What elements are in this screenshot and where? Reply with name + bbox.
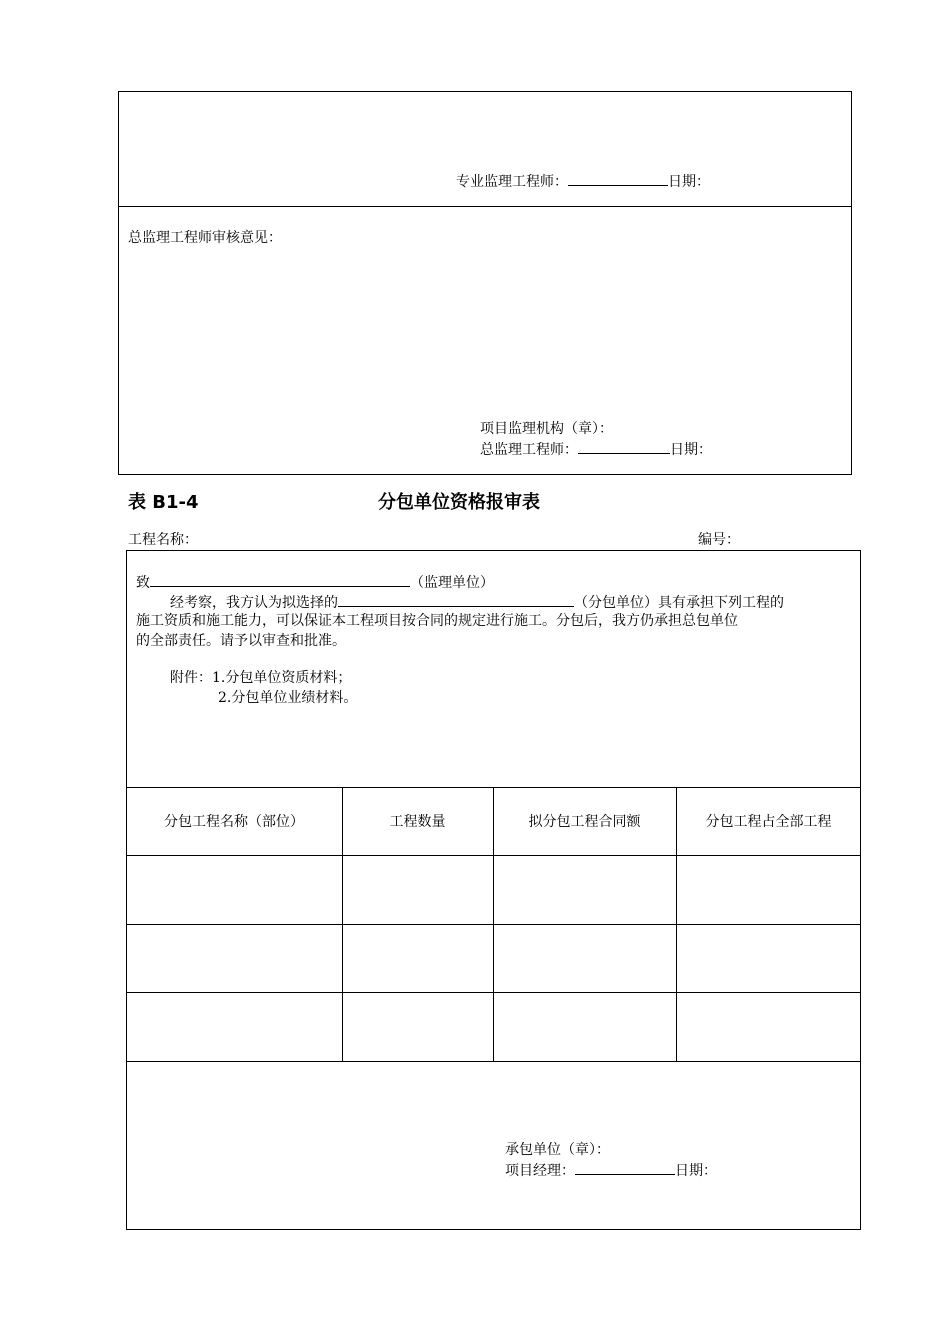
table-cell[interactable] (677, 993, 860, 1060)
table-bottom-line (126, 1061, 861, 1062)
number-label: 编号： (698, 532, 740, 548)
header-quantity: 工程数量 (389, 814, 446, 830)
table-cell[interactable] (677, 925, 860, 991)
chief-opinion-label: 总监理工程师审核意见： (128, 230, 282, 246)
header-contract-amount: 拟分包工程合同额 (528, 814, 641, 830)
attachment-2: 2.分包单位业绩材料。 (218, 690, 358, 706)
table-cell[interactable] (343, 925, 492, 991)
header-percentage: 分包工程占全部工程 (705, 814, 832, 830)
project-name-label: 工程名称： (128, 532, 198, 548)
chief-engineer-blank[interactable] (578, 439, 670, 454)
supervision-unit-blank[interactable] (150, 572, 410, 587)
to-suffix: （监理单位） (410, 575, 494, 591)
table-cell[interactable] (343, 993, 492, 1060)
pm-date-label: 日期： (675, 1163, 717, 1179)
pm-signature-line (505, 1160, 717, 1180)
request-line-2: 施工资质和施工能力，可以保证本工程项目按合同的规定进行施工。分包后，我方仍承担总包单位 (136, 613, 738, 629)
pm-blank[interactable] (575, 1160, 675, 1175)
addressee-line (136, 572, 494, 592)
chief-date-label: 日期： (670, 442, 712, 458)
pm-label: 项目经理： (505, 1163, 575, 1179)
contractor-seal-label: 承包单位（章）： (505, 1142, 610, 1158)
to-prefix: 致 (136, 575, 150, 591)
table-cell[interactable] (677, 856, 860, 923)
table-number: 表 B1-4 (128, 492, 199, 513)
request-line-3: 的全部责任。请予以审查和批准。 (136, 633, 346, 649)
request-line-1-prefix: 经考察，我方认为拟选择的 (170, 595, 338, 611)
specialist-engineer-label: 专业监理工程师： (456, 174, 568, 190)
specialist-date-label: 日期： (668, 174, 710, 190)
org-seal-label: 项目监理机构（章）： (480, 421, 613, 437)
subcontractor-blank[interactable] (338, 592, 574, 607)
form-title: 分包单位资格报审表 (378, 492, 540, 513)
table-cell[interactable] (127, 925, 341, 991)
attachment-1: 附件：1.分包单位资质材料； (170, 670, 352, 686)
specialist-signature-line (456, 171, 710, 191)
review-form-divider (118, 206, 852, 207)
table-cell[interactable] (494, 856, 675, 923)
table-cell[interactable] (343, 856, 492, 923)
review-form-box (118, 91, 852, 475)
table-cell[interactable] (494, 993, 675, 1060)
specialist-engineer-blank[interactable] (568, 171, 668, 186)
table-cell[interactable] (127, 856, 341, 923)
table-cell[interactable] (494, 925, 675, 991)
header-subcontract-name: 分包工程名称（部位） (164, 814, 304, 830)
chief-engineer-label: 总监理工程师： (480, 442, 578, 458)
chief-signature-line (480, 439, 712, 459)
table-cell[interactable] (127, 993, 341, 1060)
request-line-1-suffix: （分包单位）具有承担下列工程的 (574, 595, 784, 611)
request-line-1 (170, 592, 784, 612)
